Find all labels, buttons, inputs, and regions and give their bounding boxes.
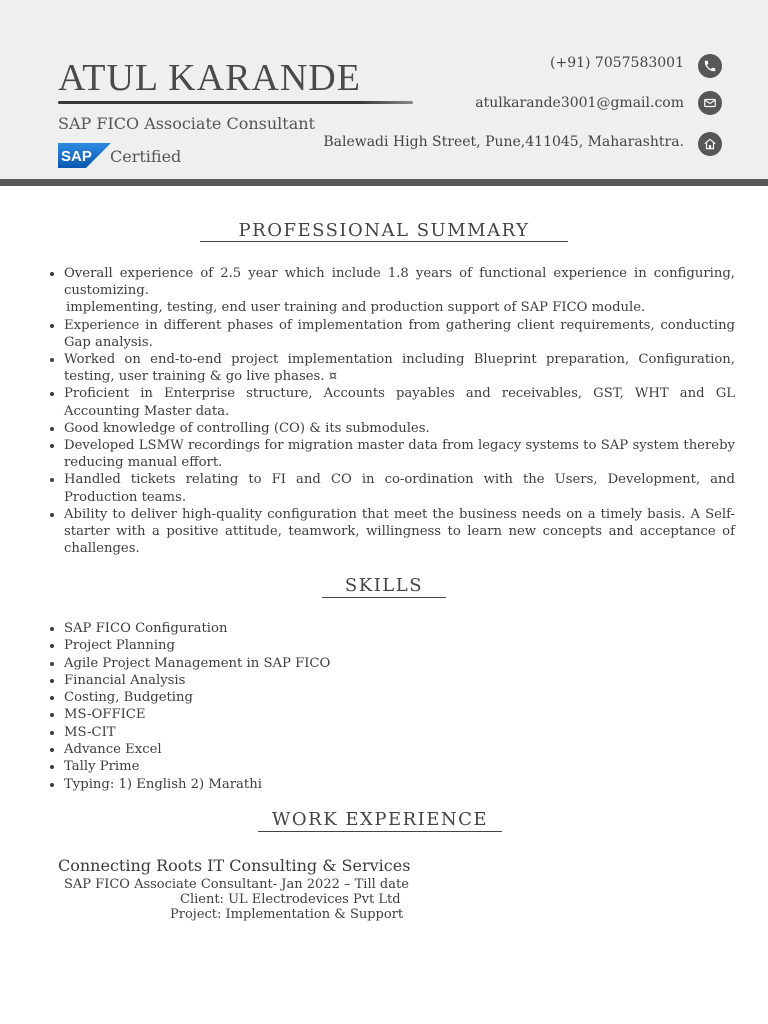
section-underline-summary [200, 241, 568, 242]
address-text: Balewadi High Street, Pune,411045, Maharashtra. [323, 134, 684, 150]
home-icon [698, 132, 722, 156]
list-item: • Tally Prime [64, 758, 464, 775]
header-divider-bar [0, 179, 768, 186]
certified-label: Certified [110, 147, 182, 166]
list-item: • Experience in different phases of implementation from gathering client requirements, conducting Gap analysis. [64, 317, 735, 351]
list-item: • Advance Excel [64, 741, 464, 758]
candidate-role: SAP FICO Associate Consultant [58, 114, 315, 133]
list-item: • Developed LSMW recordings for migration master data from legacy systems to SAP system thereby reducing manual effort. [64, 437, 735, 471]
list-item: • Worked on end-to-end project implementation including Blueprint preparation, Configuration, testing, user training & go live phases. ¤ [64, 351, 735, 385]
job-position: SAP FICO Associate Consultant- Jan 2022 – Till date [64, 877, 409, 892]
list-item: • Agile Project Management in SAP FICO [64, 655, 464, 672]
section-title-summary: PROFESSIONAL SUMMARY [238, 220, 530, 241]
sap-logo [58, 143, 111, 168]
list-item: • MS-OFFICE [64, 706, 464, 723]
section-title-experience: WORK EXPERIENCE [271, 809, 489, 830]
list-item: • Proficient in Enterprise structure, Accounts payables and receivables, GST, WHT and GL Accounting Master data. [64, 385, 735, 419]
sap-logo-text: SAP [61, 148, 92, 165]
section-underline-skills [322, 597, 446, 598]
job-project: Project: Implementation & Support [170, 907, 404, 922]
list-item: • Typing: 1) English 2) Marathi [64, 776, 464, 793]
list-item: • Overall experience of 2.5 year which include 1.8 years of functional experience in configuring, customizing. implementing, testing, end user training and production support of SAP FICO module. [64, 265, 735, 317]
list-item: • Financial Analysis [64, 672, 464, 689]
list-item: • Good knowledge of controlling (CO) & its submodules. [64, 420, 735, 437]
summary-list [46, 265, 735, 557]
candidate-name: ATUL KARANDE [58, 57, 361, 99]
section-underline-experience [258, 831, 502, 832]
job-client: Client: UL Electrodevices Pvt Ltd [180, 892, 401, 907]
phone-icon [698, 54, 722, 78]
email-text[interactable]: atulkarande3001@gmail.com [475, 95, 684, 111]
list-item: • Costing, Budgeting [64, 689, 464, 706]
company-name: Connecting Roots IT Consulting & Services [58, 856, 411, 875]
list-item: • Project Planning [64, 637, 464, 654]
mail-icon [698, 91, 722, 115]
phone-text[interactable]: (+91) 7057583001 [550, 55, 684, 71]
list-item: • SAP FICO Configuration [64, 620, 464, 637]
name-underline [58, 101, 413, 104]
list-item: • MS-CIT [64, 724, 464, 741]
list-item: • Handled tickets relating to FI and CO in co-ordination with the Users, Development, and Production teams. [64, 471, 735, 505]
skills-list [46, 620, 464, 793]
section-title-skills: SKILLS [344, 575, 424, 596]
list-item: • Ability to deliver high-quality configuration that meet the business needs on a timely basis. A Self-starter with a positive attitude, teamwork, willingness to learn new concepts and acceptance of challenges. [64, 506, 735, 558]
